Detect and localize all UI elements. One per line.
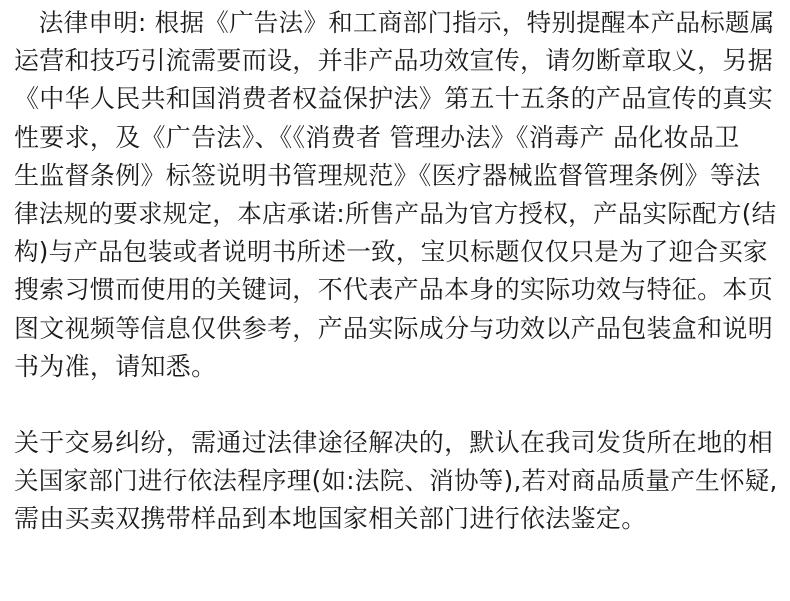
- text-line: 性要求，及《广告法》、《《消费者 管理办法》《消毒产 品化妆品卫: [14, 122, 740, 152]
- text-line: 《中华人民共和国消费者权益保护法》第五十五条的产品宣传的真实: [14, 84, 774, 114]
- text-line: 律法规的要求规定，本店承诺:所售产品为官方授权，产品实际配方(结: [14, 199, 777, 229]
- text-line: 需由买卖双携带样品到本地国家相关部门进行依法鉴定。: [14, 504, 647, 534]
- paragraph-spacer: [14, 386, 778, 424]
- text-line: 搜索习惯而使用的关键词，不代表产品本身的实际功效与特征。本页: [14, 275, 774, 305]
- text-line: 关于交易纠纷，需通过法律途径解决的，默认在我司发货所在地的相: [14, 428, 774, 458]
- text-line: 构)与产品包装或者说明书所述一致，宝贝标题仅仅只是为了迎合买家: [14, 237, 768, 267]
- text-line: 书为准，请知悉。: [14, 351, 217, 381]
- legal-statement-paragraph: [14, 4, 778, 386]
- text-line: 关国家部门进行依法程序理(如:法院、消协等),若对商品质量产生怀疑,: [14, 466, 778, 496]
- text-line: 运营和技巧引流需要而设，并非产品功效宣传，请勿断章取义，另据: [14, 46, 774, 76]
- text-line: 图文视频等信息仅供参考，产品实际成分与功效以产品包装盒和说明: [14, 313, 774, 343]
- text-line: 法律申明: 根据《广告法》和工商部门指示，特别提醒本产品标题属: [14, 8, 775, 37]
- dispute-paragraph: [14, 424, 778, 539]
- text-line: 生监督条例》标签说明书管理规范》《医疗器械监督管理条例》等法: [14, 160, 761, 190]
